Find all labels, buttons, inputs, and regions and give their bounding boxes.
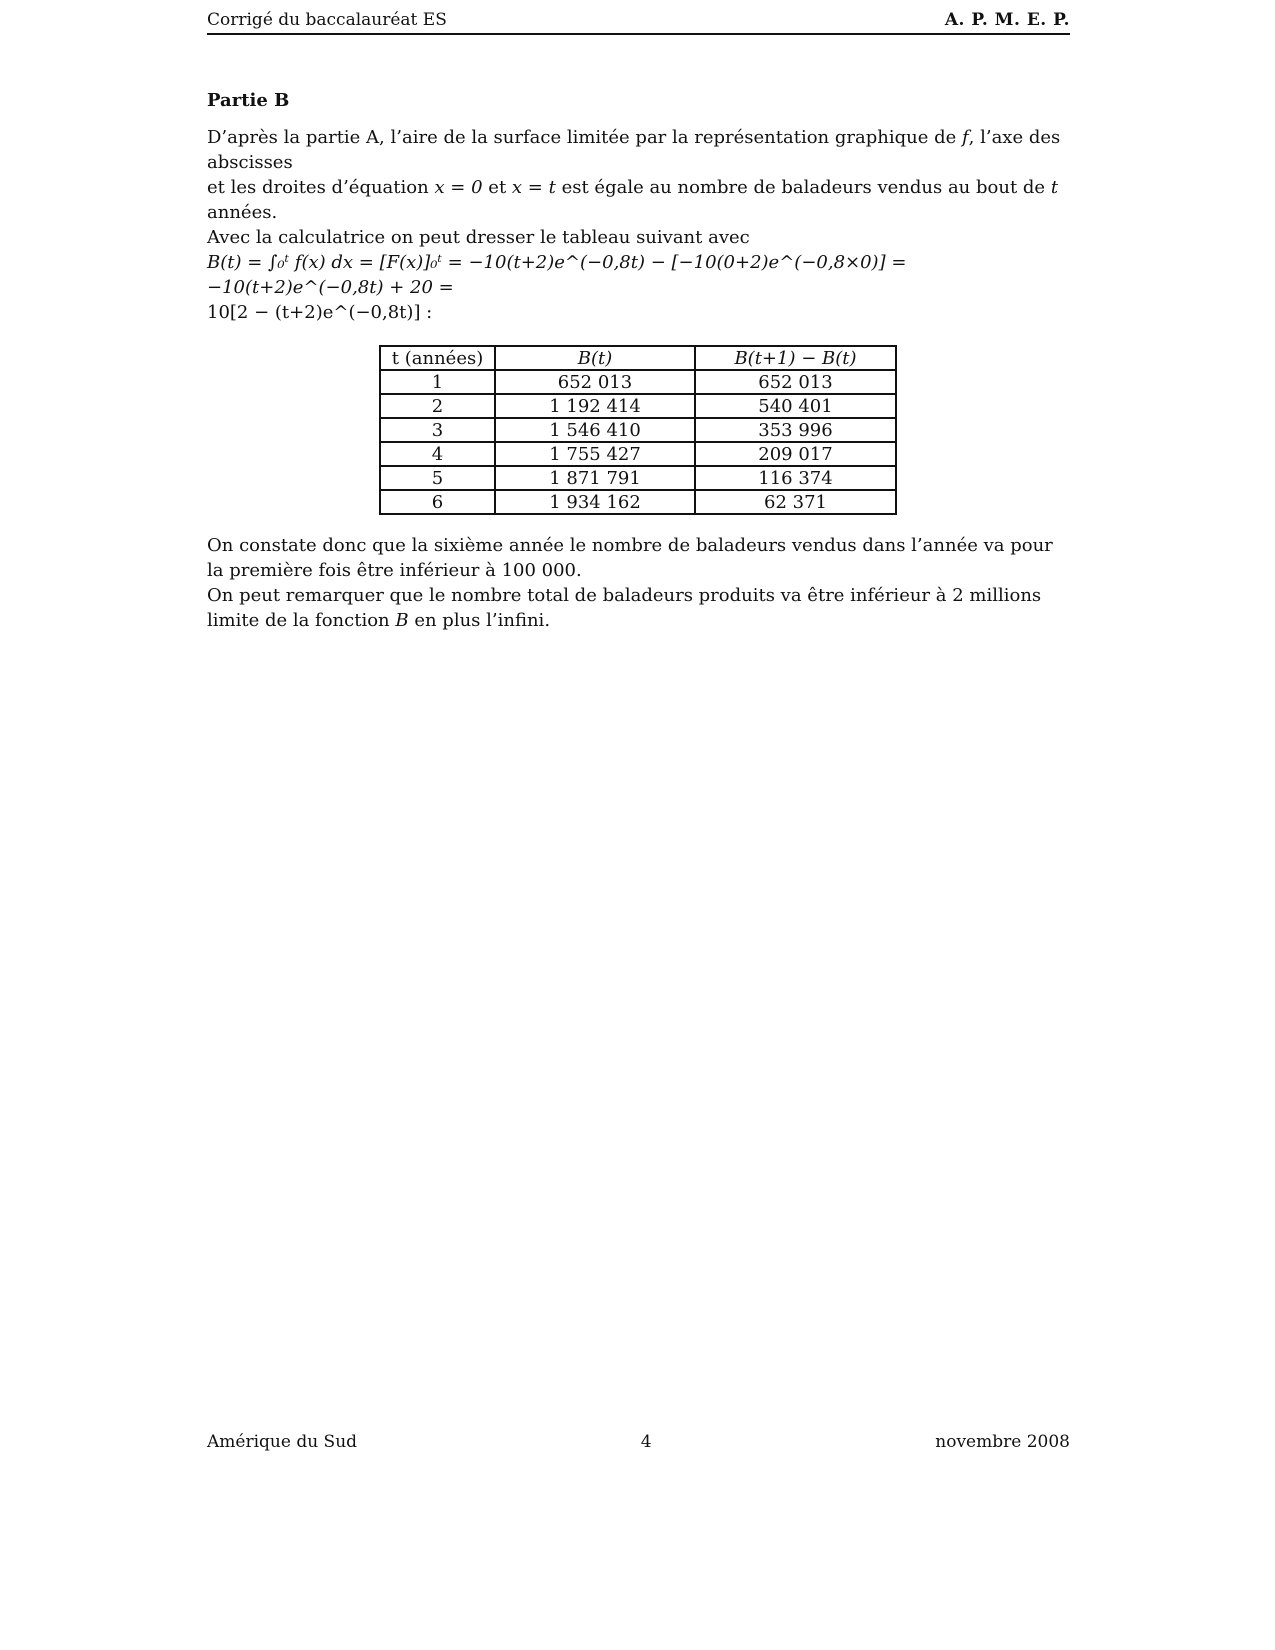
table-row: 5 1 871 791 116 374 [380,466,896,490]
table-row: 6 1 934 162 62 371 [380,490,896,514]
table-row: 4 1 755 427 209 017 [380,442,896,466]
table-row: 3 1 546 410 353 996 [380,418,896,442]
page-number: 4 [640,1432,652,1452]
page-footer [207,1432,1070,1452]
formula-line-1: B(t) = ∫₀ᵗ f(x) dx = [F(x)]₀ᵗ = −10(t+2)e^(−0,8t) − [−10(0+2)e^(−0,8×0)] = −10(t+2)e^(−0,8t) + 20 = [207,252,907,298]
page-header [207,10,1070,35]
footer-right: novembre 2008 [935,1432,1070,1452]
footer-left: Amérique du Sud [207,1432,358,1452]
table-row: 1 652 013 652 013 [380,370,896,394]
header-right: A. P. M. E. P. [944,10,1070,30]
table-header-row [380,346,896,370]
page-content [207,88,1070,633]
table-row: 2 1 192 414 540 401 [380,394,896,418]
intro-paragraph: D’après la partie A, l’aire de la surface limitée par la représentation graphique de f, l’axe des abscisses et les droites d’équation x = 0 et x = t est égale au nombre de baladeurs vendus au bout de t années. Avec la calculatrice on peut dresser le tableau suivant avec [207,127,1061,248]
table-header-cell: B(t+1) − B(t) [695,346,896,370]
conclusion-paragraph-2: On peut remarquer que le nombre total de baladeurs produits va être inférieur à 2 millions limite de la fonction B en plus l’infini. [207,585,1042,631]
formula-line-2: 10[2 − (t+2)e^(−0,8t)] : [207,302,433,323]
conclusion-paragraph-1: On constate donc que la sixième année le nombre de baladeurs vendus dans l’année va pour la première fois être inférieur à 100 000. [207,535,1053,581]
table-header-cell: B(t) [495,346,695,370]
section-title: Partie B [207,90,290,111]
results-table [379,345,897,515]
table-header-cell: t (années) [380,346,495,370]
header-left: Corrigé du baccalauréat ES [207,10,447,30]
